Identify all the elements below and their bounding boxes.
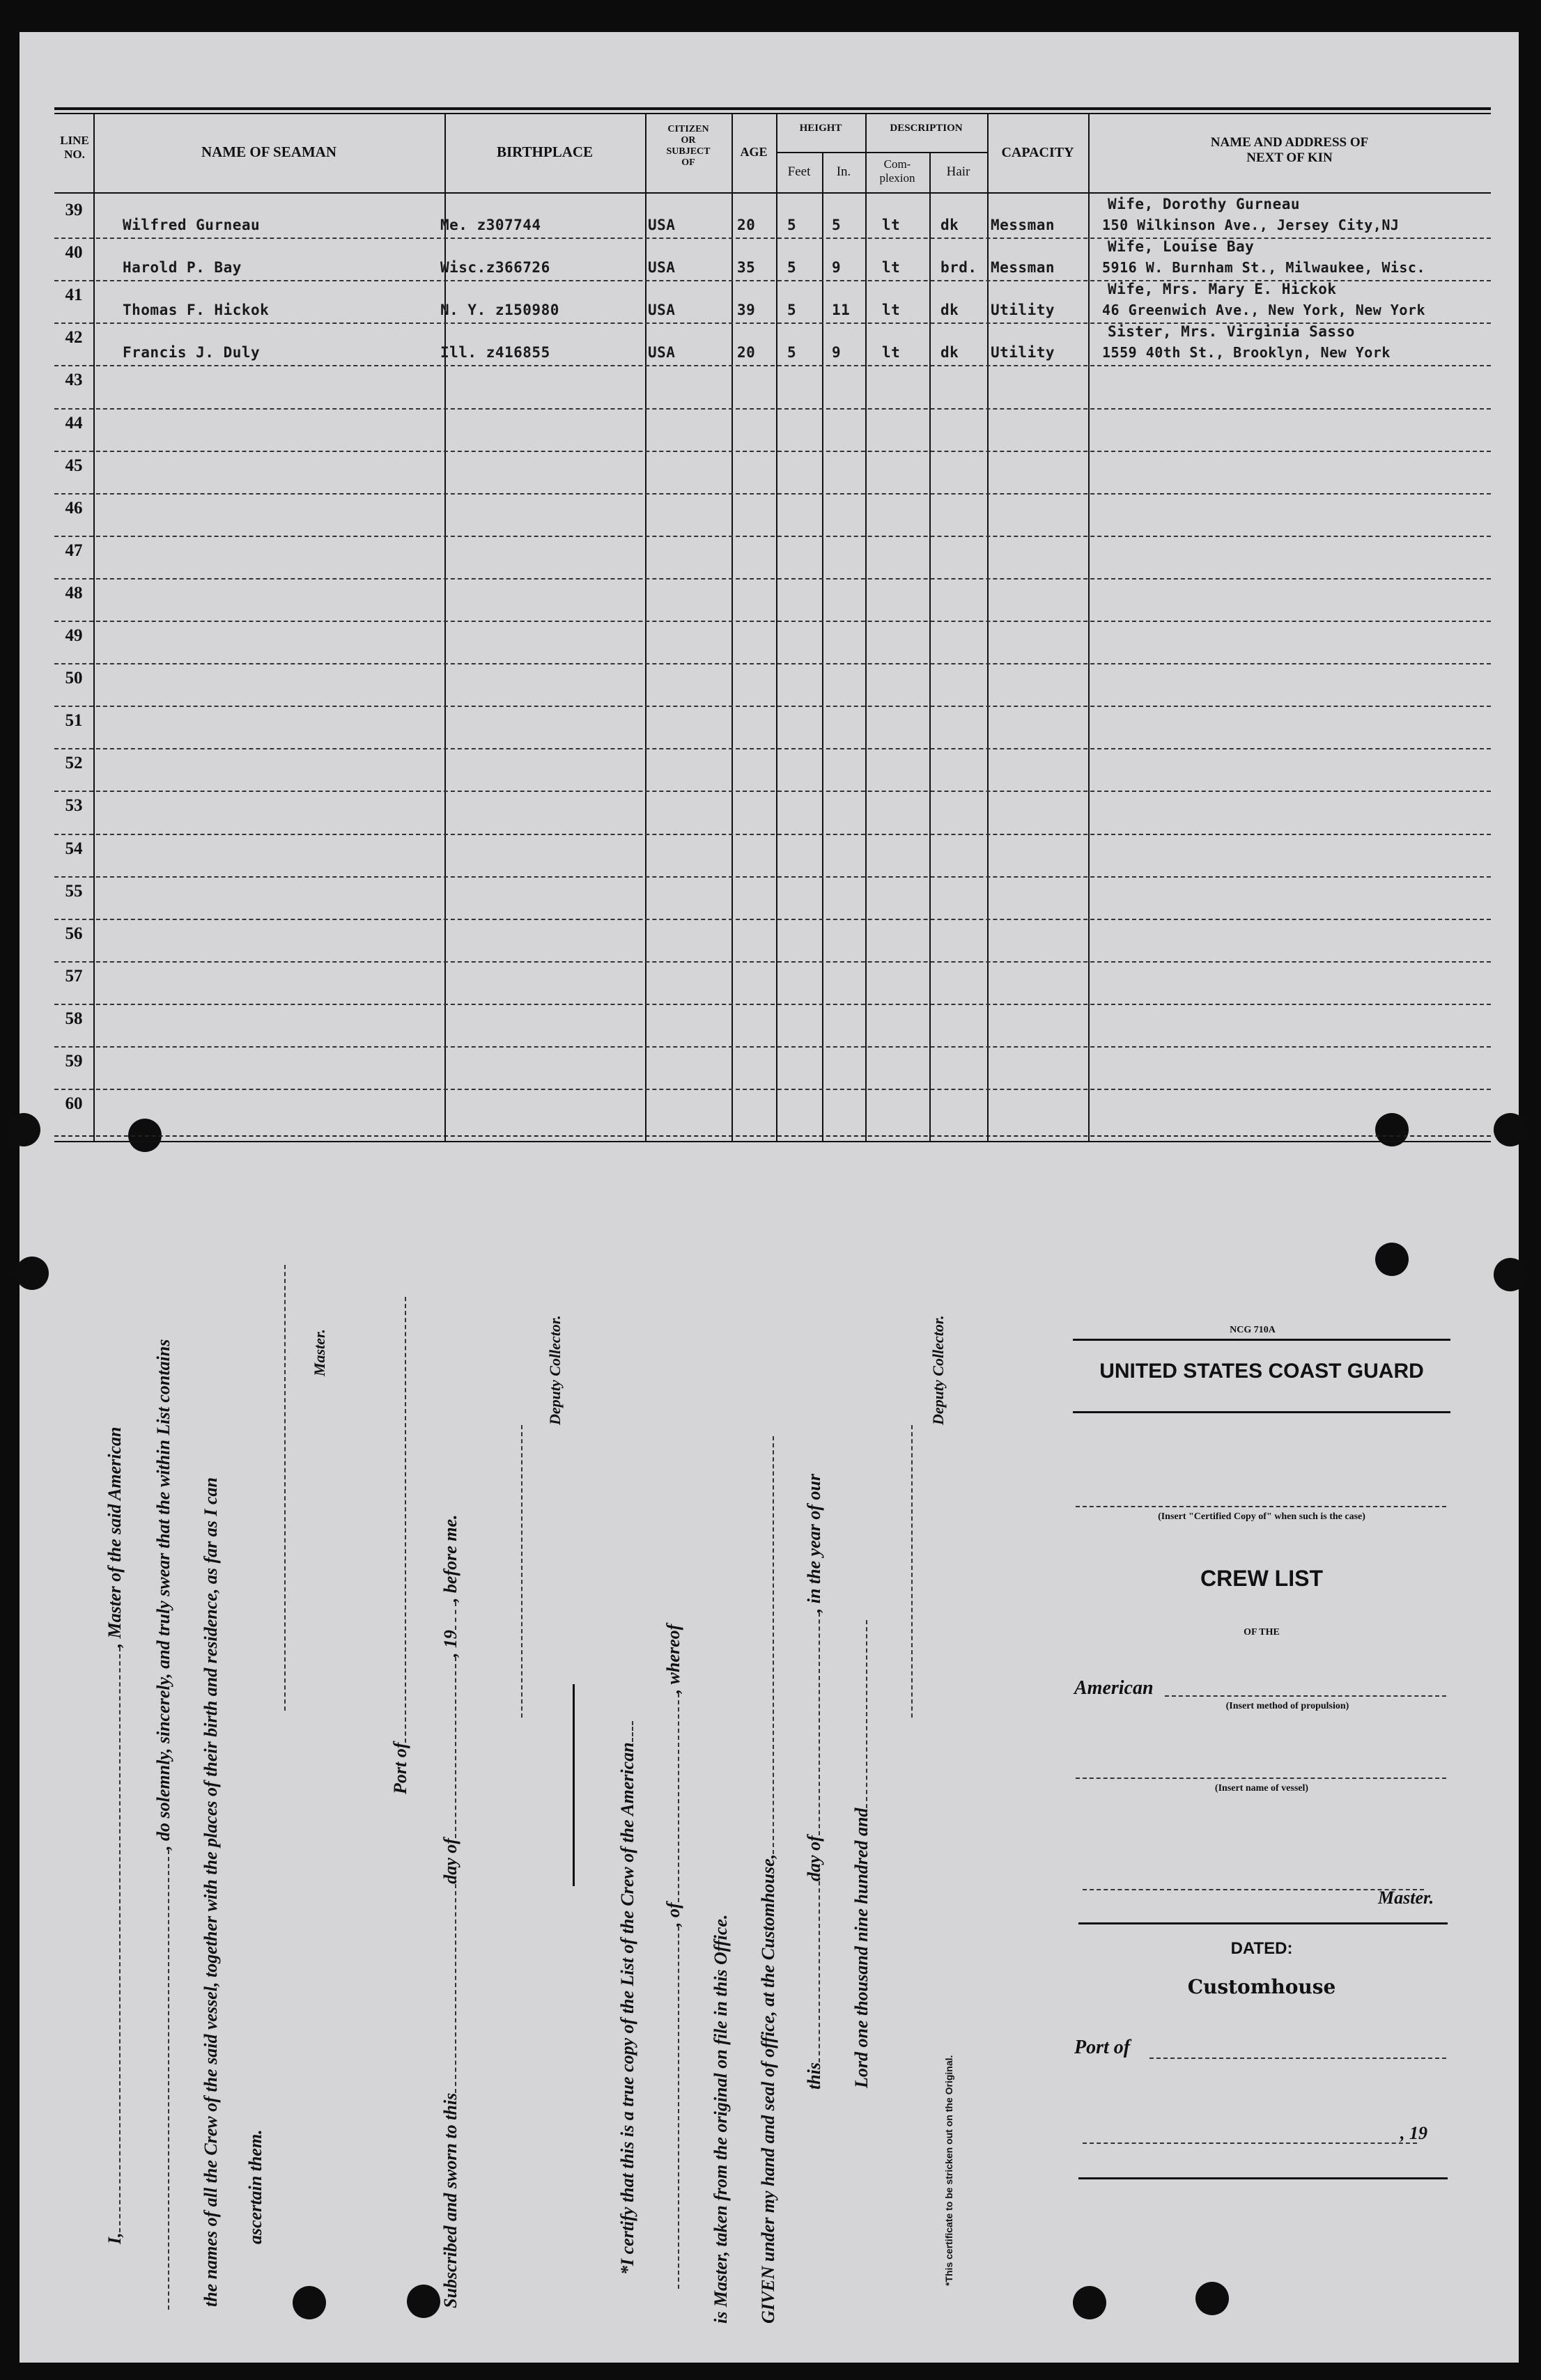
punch-hole xyxy=(1073,2286,1106,2319)
crew-capacity: Utility xyxy=(991,302,1055,319)
crew-age: 35 xyxy=(737,259,756,277)
crew-complexion: lt xyxy=(882,344,901,361)
header-name-of-seaman: NAME OF SEAMAN xyxy=(201,143,337,160)
header-description: DESCRIPTION xyxy=(890,123,963,134)
row-divider xyxy=(54,961,1491,963)
punch-hole xyxy=(293,2286,326,2319)
line-number: 40 xyxy=(65,243,83,263)
crew-address: 1559 40th St., Brooklyn, New York xyxy=(1102,344,1391,361)
header-complexion: Com- plexion xyxy=(879,157,915,185)
cert-deputy-label: Deputy Collector. xyxy=(929,1315,947,1425)
col-rule xyxy=(645,113,646,1141)
port-of-line xyxy=(1149,2058,1446,2059)
line-number: 54 xyxy=(65,839,83,858)
header-line-no: LINE NO. xyxy=(60,134,89,161)
crew-birthplace: Wisc.z366726 xyxy=(440,259,550,277)
crew-birthplace: Me. z307744 xyxy=(440,217,541,234)
crew-name: Francis J. Duly xyxy=(123,344,261,361)
deputy-collector-label: Deputy Collector. xyxy=(546,1315,564,1425)
row-divider xyxy=(54,408,1491,410)
header-hair: Hair xyxy=(946,164,970,179)
oath-line-3: the names of all the Crew of the said vessel, together with the places of their birth and residence, as far as I can xyxy=(201,1477,221,2307)
cover-rule xyxy=(1078,2177,1448,2179)
row-divider xyxy=(54,621,1491,622)
punch-hole xyxy=(1494,1258,1527,1291)
crew-hair: dk xyxy=(940,344,959,361)
crew-citizen: USA xyxy=(648,259,676,277)
date-line xyxy=(1083,2142,1417,2144)
line-number: 57 xyxy=(65,966,83,986)
cover-rule xyxy=(1078,1922,1448,1924)
punch-hole xyxy=(1375,1243,1409,1276)
crew-citizen: USA xyxy=(648,302,676,319)
crew-capacity: Utility xyxy=(991,344,1055,361)
cover-port-of-label: Port of xyxy=(1074,2037,1131,2058)
certified-copy-note: (Insert "Certified Copy of" when such is the case) xyxy=(1158,1511,1365,1522)
row-divider xyxy=(54,663,1491,664)
header-height: HEIGHT xyxy=(799,123,842,134)
crew-age: 39 xyxy=(737,302,756,319)
line-number: 53 xyxy=(65,796,83,816)
punch-hole xyxy=(407,2285,440,2318)
crew-inches: 9 xyxy=(832,344,842,361)
crew-birthplace: Ill. z416855 xyxy=(440,344,550,361)
section-divider xyxy=(573,1684,575,1886)
oath-line-1: I,, Master of the said American xyxy=(104,1426,125,2244)
oath-line-2: , do solemnly, sincerely, and truly swear that the within List contains xyxy=(153,1339,174,2310)
crew-capacity: Messman xyxy=(991,217,1055,234)
header-next-of-kin: NAME AND ADDRESS OF NEXT OF KIN xyxy=(1210,135,1369,165)
line-number: 56 xyxy=(65,924,83,943)
master-signature-line xyxy=(284,1265,286,1711)
crew-list-title: CREW LIST xyxy=(1200,1566,1323,1591)
line-number: 43 xyxy=(65,371,83,390)
crew-birthplace: N. Y. z150980 xyxy=(440,302,559,319)
crew-next-of-kin: Wife, Dorothy Gurneau xyxy=(1108,196,1301,213)
header-birthplace: BIRTHPLACE xyxy=(496,143,594,160)
crew-complexion: lt xyxy=(882,217,901,234)
line-number: 47 xyxy=(65,540,83,560)
crew-inches: 9 xyxy=(832,259,842,277)
vessel-name-note: (Insert name of vessel) xyxy=(1214,1783,1309,1794)
punch-hole xyxy=(1195,2282,1229,2315)
row-divider xyxy=(54,451,1491,452)
american-label: American xyxy=(1074,1677,1154,1699)
crew-inches: 5 xyxy=(832,217,842,234)
crew-hair: dk xyxy=(940,217,959,234)
certificate-line-2: , of, whereof xyxy=(663,1624,684,2289)
col-rule xyxy=(93,113,95,1141)
dated-label: DATED: xyxy=(1230,1939,1293,1958)
crew-name: Thomas F. Hickok xyxy=(123,302,270,319)
row-divider xyxy=(54,791,1491,792)
col-rule xyxy=(865,113,867,1141)
cover-master-label: Master. xyxy=(1378,1888,1434,1908)
port-of-label: Port of xyxy=(390,1297,411,1794)
line-number: 49 xyxy=(65,626,83,645)
certificate-line-6: Lord one thousand nine hundred and xyxy=(851,1620,872,2088)
header-inches: In. xyxy=(836,164,851,179)
certificate-footnote: *This certificate to be stricken out on the Original. xyxy=(943,2055,954,2286)
vessel-name-line xyxy=(1076,1778,1446,1779)
header-age: AGE xyxy=(740,145,768,159)
crew-hair: dk xyxy=(940,302,959,319)
crew-complexion: lt xyxy=(882,259,901,277)
col-rule xyxy=(987,113,989,1141)
row-divider xyxy=(54,493,1491,495)
cert-deputy-line xyxy=(911,1425,913,1718)
row-divider xyxy=(54,748,1491,749)
crew-age: 20 xyxy=(737,217,756,234)
line-number: 50 xyxy=(65,669,83,688)
crew-citizen: USA xyxy=(648,344,676,361)
table-bottom-rule xyxy=(54,1135,1491,1137)
master-line xyxy=(1083,1889,1424,1890)
row-divider xyxy=(54,365,1491,366)
crew-feet: 5 xyxy=(787,259,797,277)
propulsion-note: (Insert method of propulsion) xyxy=(1225,1701,1349,1711)
crew-age: 20 xyxy=(737,344,756,361)
crew-feet: 5 xyxy=(787,217,797,234)
punch-hole xyxy=(1494,1113,1527,1146)
col-rule xyxy=(822,152,823,1141)
header-feet: Feet xyxy=(787,164,811,179)
master-label: Master. xyxy=(311,1329,328,1376)
header-citizen: CITIZEN OR SUBJECT OF xyxy=(666,124,711,169)
crew-feet: 5 xyxy=(787,344,797,361)
form-sheet xyxy=(20,32,1519,2363)
crew-inches: 11 xyxy=(832,302,851,319)
col-rule xyxy=(1088,113,1090,1141)
crew-name: Wilfred Gurneau xyxy=(123,217,261,234)
cover-rule xyxy=(1073,1411,1450,1413)
header-capacity: CAPACITY xyxy=(1001,145,1074,160)
certificate-line-1: *I certify that this is a true copy of the List of the Crew of the American xyxy=(617,1721,638,2275)
line-number: 42 xyxy=(65,328,83,348)
subscribed-line: Subscribed and sworn to thisday of, 19, before me. xyxy=(440,1514,460,2308)
table-top-rule xyxy=(54,107,1491,110)
row-divider xyxy=(54,706,1491,707)
col-rule xyxy=(776,113,777,1141)
line-number: 48 xyxy=(65,583,83,602)
crew-feet: 5 xyxy=(787,302,797,319)
row-divider xyxy=(54,1004,1491,1005)
header-bottom-rule xyxy=(54,192,1491,194)
line-number: 59 xyxy=(65,1052,83,1071)
cover-rule xyxy=(1073,1339,1450,1341)
line-number: 55 xyxy=(65,881,83,901)
certificate-line-3: is Master, taken from the original on file in this Office. xyxy=(711,1914,731,2324)
crew-name: Harold P. Bay xyxy=(123,259,242,277)
certificate-line-5: thisday of, in the year of our xyxy=(804,1473,824,2090)
crew-address: 46 Greenwich Ave., New York, New York xyxy=(1102,302,1426,319)
form-number: NCG 710A xyxy=(1230,1325,1276,1335)
row-divider xyxy=(54,578,1491,580)
col-rule xyxy=(731,113,733,1141)
row-divider xyxy=(54,536,1491,537)
line-number: 45 xyxy=(65,456,83,475)
line-number: 39 xyxy=(65,201,83,219)
line-number: 46 xyxy=(65,498,83,518)
table-bottom-rule xyxy=(54,1141,1491,1142)
col-rule xyxy=(929,152,931,1141)
punch-hole xyxy=(7,1113,40,1146)
crew-hair: brd. xyxy=(940,259,977,277)
crew-next-of-kin: Wife, Louise Bay xyxy=(1108,238,1255,256)
punch-hole xyxy=(15,1257,49,1290)
row-divider xyxy=(54,1089,1491,1090)
line-number: 44 xyxy=(65,413,83,433)
propulsion-line xyxy=(1165,1695,1446,1697)
crew-address: 5916 W. Burnham St., Milwaukee, Wisc. xyxy=(1102,259,1426,277)
row-divider xyxy=(54,876,1491,878)
line-number: 52 xyxy=(65,754,83,773)
deputy-collector-line xyxy=(521,1425,522,1718)
of-the-label: OF THE xyxy=(1244,1627,1280,1638)
crew-citizen: USA xyxy=(648,217,676,234)
certificate-line-4: GIVEN under my hand and seal of office, at the Customhouse, xyxy=(758,1436,779,2324)
table-top-rule xyxy=(54,113,1491,114)
crew-address: 150 Wilkinson Ave., Jersey City,NJ xyxy=(1102,217,1400,234)
row-divider xyxy=(54,919,1491,920)
certified-copy-line xyxy=(1076,1506,1446,1507)
line-number: 60 xyxy=(65,1094,83,1114)
customhouse-label: Customhouse xyxy=(1187,1975,1336,1998)
row-divider xyxy=(54,1046,1491,1048)
line-number: 41 xyxy=(65,286,83,305)
crew-complexion: lt xyxy=(882,302,901,319)
crew-capacity: Messman xyxy=(991,259,1055,277)
agency-title: UNITED STATES COAST GUARD xyxy=(1099,1360,1424,1383)
cover-year-label: , 19 xyxy=(1400,2123,1427,2143)
crew-next-of-kin: Sister, Mrs. Virginia Sasso xyxy=(1108,323,1355,341)
line-number: 51 xyxy=(65,711,83,731)
height-subheader-rule xyxy=(776,152,987,153)
row-divider xyxy=(54,238,1491,239)
line-number: 58 xyxy=(65,1009,83,1028)
oath-line-4: ascertain them. xyxy=(245,2129,265,2244)
crew-next-of-kin: Wife, Mrs. Mary E. Hickok xyxy=(1108,281,1337,298)
row-divider xyxy=(54,834,1491,835)
